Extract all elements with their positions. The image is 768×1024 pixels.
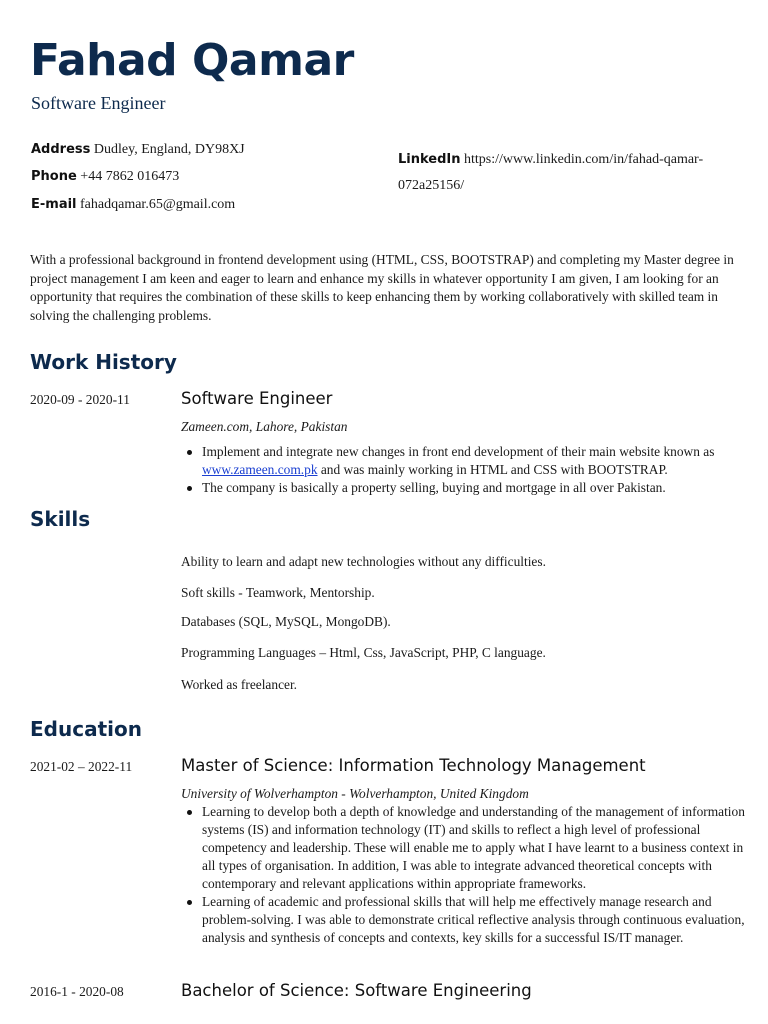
list-item: Learning to develop both a depth of knowledge and understanding of the management of information systems (IS) and information technology (IT) and skills to reflect a high level of professional competency and leadership. These will enable me to apply what I have learnt to a business context in all types of organisation. In addition, I was able to integrate advanced theoretical concepts with contemporary and relevant applications within appropriate frameworks. <box>181 803 746 893</box>
list-item: Learning of academic and professional skills that will help me effectively manage research and problem-solving. I was able to demonstrate critical reflective analysis through continuous evaluation, analysis and synthesis of concepts and contexts, key skills for a successful IS/IT manager. <box>181 893 746 947</box>
address-value: Dudley, England, DY98XJ <box>93 142 245 157</box>
zameen-website-link[interactable]: www.zameen.com.pk <box>202 462 318 477</box>
skill-item: Worked as freelancer. <box>181 677 298 692</box>
linkedin-label: LinkedIn <box>398 152 461 167</box>
job-company: Zameen.com, Lahore, Pakistan <box>181 419 348 434</box>
job-bullet-text: Implement and integrate new changes in front end development of their main website known as <box>202 444 715 459</box>
candidate-name: Fahad Qamar <box>30 35 354 86</box>
job-title: Software Engineer <box>181 389 333 408</box>
email-value: fahadqamar.65@gmail.com <box>80 197 236 212</box>
email-label: E-mail <box>31 197 77 212</box>
phone-label: Phone <box>31 169 77 184</box>
linkedin-url-line1[interactable]: https://www.linkedin.com/in/fahad-qamar- <box>464 152 704 167</box>
phone-value: +44 7862 016473 <box>80 169 180 184</box>
skill-item: Databases (SQL, MySQL, MongoDB). <box>181 614 391 629</box>
job-bullets <box>181 443 741 497</box>
list-item: The company is basically a property selling, buying and mortgage in all over Pakistan. <box>181 479 741 497</box>
skill-item: Ability to learn and adapt new technologies without any difficulties. <box>181 554 546 569</box>
education-degree: Master of Science: Information Technology Management <box>181 756 646 775</box>
contact-phone <box>31 168 179 186</box>
skill-item: Programming Languages – Html, Css, JavaScript, PHP, C language. <box>181 645 546 660</box>
contact-linkedin <box>398 147 738 199</box>
education-institution: University of Wolverhampton - Wolverhampton, United Kingdom <box>181 786 529 801</box>
professional-summary: With a professional background in frontend development using (HTML, CSS, BOOTSTRAP) and completing my Master degree in project management I am keen and eager to learn and enhance my skills in whatever opportunity I am given, I am looking for an opportunity that requires the combination of these skills to keep enhancing them by working collaboratively with skilled team in solving the challenging problems. <box>30 252 734 323</box>
section-title-work-history: Work History <box>30 350 177 374</box>
list-item <box>181 443 741 479</box>
education-dates: 2016-1 - 2020-08 <box>30 984 124 999</box>
linkedin-url-line2[interactable]: 072a25156/ <box>398 178 465 193</box>
contact-email <box>31 196 235 214</box>
job-bullet-text-cont: and was mainly working in HTML and CSS with BOOTSTRAP. <box>317 462 668 477</box>
address-label: Address <box>31 142 91 157</box>
candidate-role: Software Engineer <box>31 93 166 113</box>
education-degree: Bachelor of Science: Software Engineering <box>181 981 532 1000</box>
section-title-education: Education <box>30 717 142 741</box>
section-title-skills: Skills <box>30 507 91 531</box>
contact-address <box>31 141 245 159</box>
job-dates: 2020-09 - 2020-11 <box>30 392 130 407</box>
education-bullets <box>181 803 746 947</box>
skill-item: Soft skills - Teamwork, Mentorship. <box>181 585 375 600</box>
education-dates: 2021-02 – 2022-11 <box>30 759 133 774</box>
